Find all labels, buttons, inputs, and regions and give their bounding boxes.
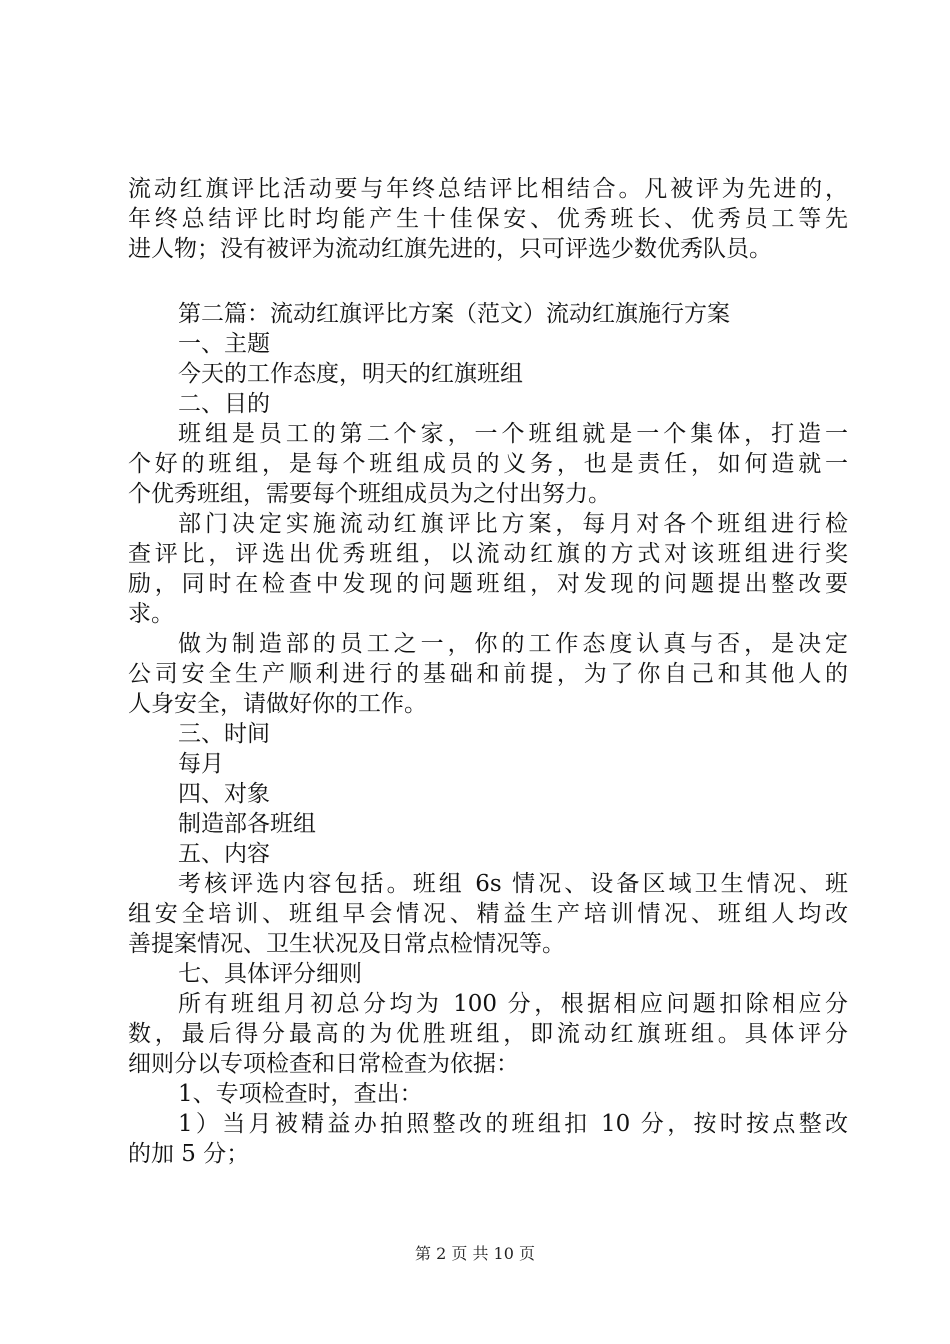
paragraph-line: 班组是员工的第二个家，一个班组就是一个集体，打造一 bbox=[178, 421, 848, 447]
section-text-time: 每月 bbox=[178, 751, 224, 777]
page-number-footer: 第 2 页 共 10 页 bbox=[415, 1244, 535, 1263]
paragraph-line: 查评比，评选出优秀班组，以流动红旗的方式对该班组进行奖 bbox=[128, 541, 848, 567]
intro-line: 进人物；没有被评为流动红旗先进的，只可评选少数优秀队员。 bbox=[128, 236, 772, 262]
paragraph-line: 人身安全，请做好你的工作。 bbox=[128, 691, 427, 717]
paragraph-line: 善提案情况、卫生状况及日常点检情况等。 bbox=[128, 931, 565, 957]
paragraph-line: 1）当月被精益办拍照整改的班组扣 10 分，按时按点整改 bbox=[178, 1111, 848, 1137]
paragraph-gap bbox=[128, 264, 848, 299]
section-heading-content: 五、内容 bbox=[178, 841, 270, 867]
paragraph-line: 考核评选内容包括。班组 6s 情况、设备区域卫生情况、班 bbox=[178, 871, 848, 897]
paragraph-line: 个好的班组，是每个班组成员的义务，也是责任，如何造就一 bbox=[128, 451, 848, 477]
section-heading-target: 四、对象 bbox=[178, 781, 270, 807]
paragraph-line: 数，最后得分最高的为优胜班组，即流动红旗班组。具体评分 bbox=[128, 1021, 848, 1047]
section-heading-theme: 一、主题 bbox=[178, 331, 270, 357]
section-text-target: 制造部各班组 bbox=[178, 811, 316, 837]
list-item-special-check: 1、专项检查时，查出： bbox=[178, 1081, 423, 1107]
paragraph-line: 励，同时在检查中发现的问题班组，对发现的问题提出整改要 bbox=[128, 571, 848, 597]
document-title: 第二篇：流动红旗评比方案（范文）流动红旗施行方案 bbox=[178, 301, 730, 327]
paragraph-line: 的加 5 分； bbox=[128, 1141, 250, 1167]
paragraph-line: 公司安全生产顺利进行的基础和前提，为了你自己和其他人的 bbox=[128, 661, 848, 687]
paragraph-line: 细则分以专项检查和日常检查为依据： bbox=[128, 1051, 519, 1077]
section-heading-scoring: 七、具体评分细则 bbox=[178, 961, 362, 987]
section-text-theme: 今天的工作态度，明天的红旗班组 bbox=[178, 361, 523, 387]
intro-line: 流动红旗评比活动要与年终总结评比相结合。凡被评为先进的， bbox=[128, 176, 848, 202]
intro-line: 年终总结评比时均能产生十佳保安、优秀班长、优秀员工等先 bbox=[128, 206, 848, 232]
paragraph-line: 做为制造部的员工之一，你的工作态度认真与否，是决定 bbox=[178, 631, 848, 657]
paragraph-line: 个优秀班组，需要每个班组成员为之付出努力。 bbox=[128, 481, 611, 507]
paragraph-line: 部门决定实施流动红旗评比方案，每月对各个班组进行检 bbox=[178, 511, 848, 537]
section-heading-time: 三、时间 bbox=[178, 721, 270, 747]
paragraph-line: 所有班组月初总分均为 100 分，根据相应问题扣除相应分 bbox=[178, 991, 848, 1017]
paragraph-line: 求。 bbox=[128, 601, 174, 627]
paragraph-line: 组安全培训、班组早会情况、精益生产培训情况、班组人均改 bbox=[128, 901, 848, 927]
section-heading-purpose: 二、目的 bbox=[178, 391, 270, 417]
document-body bbox=[128, 174, 848, 1169]
